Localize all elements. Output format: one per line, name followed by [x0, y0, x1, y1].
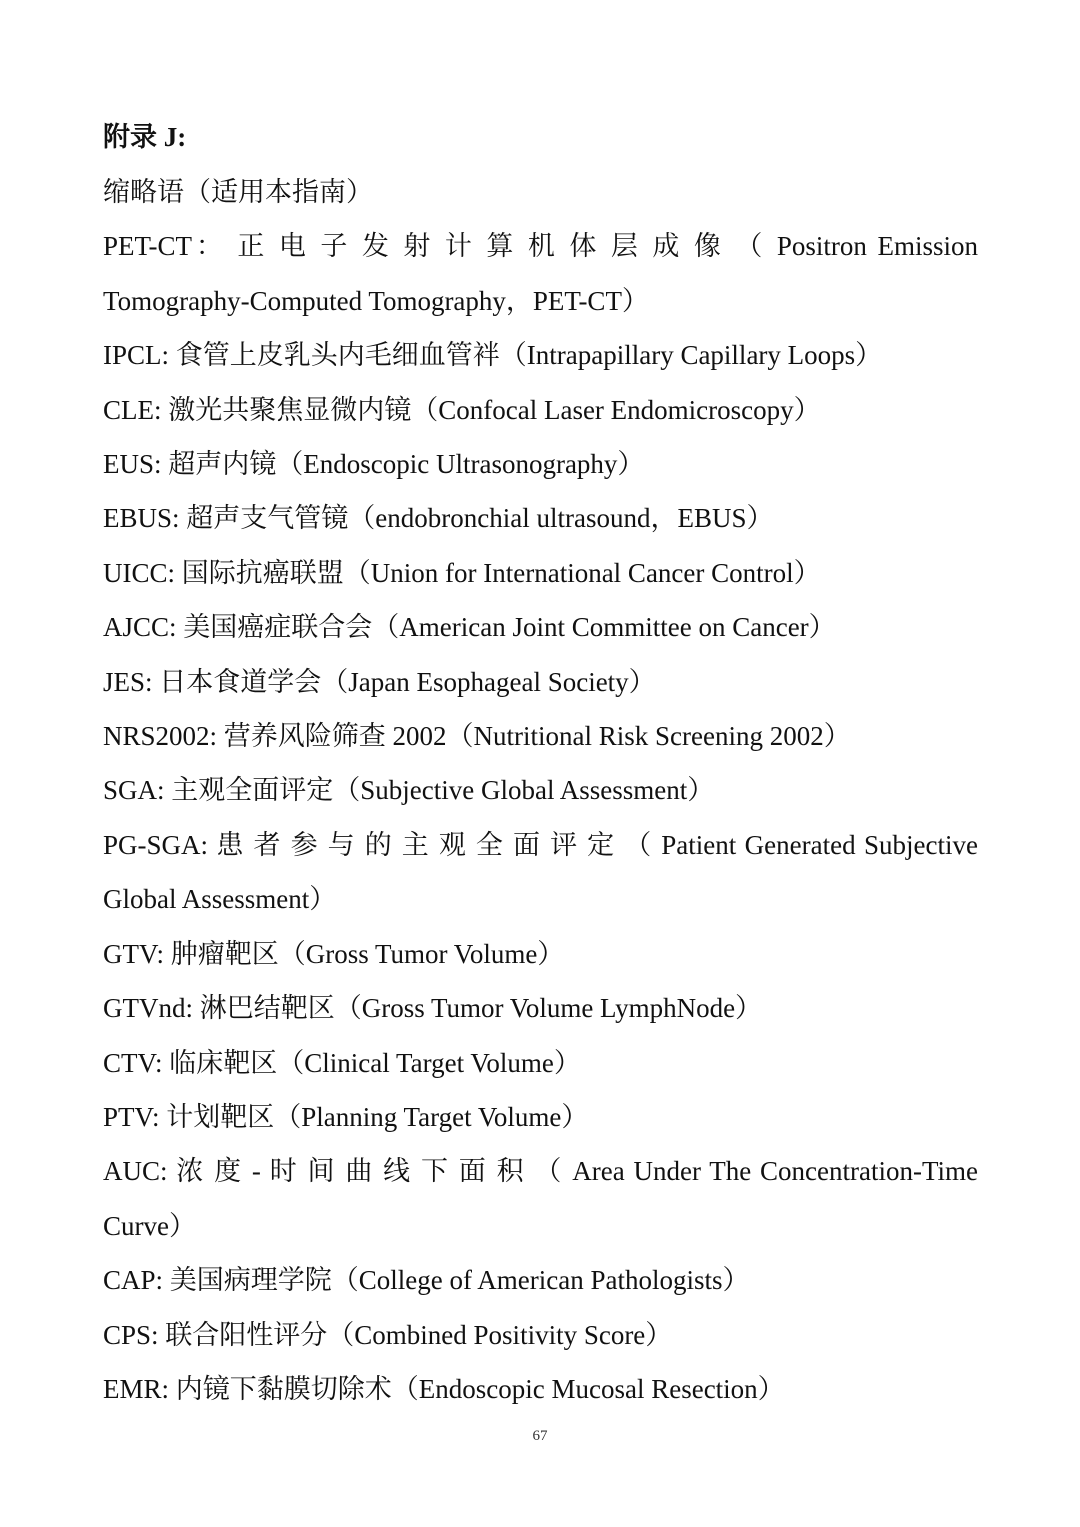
- appendix-heading: 附录 J:: [103, 122, 187, 152]
- abbreviation-entry-uicc: UICC: 国际抗癌联盟（Union for International Cancer Control）: [103, 557, 821, 588]
- abbreviation-entry-cle: CLE: 激光共聚焦显微内镜（Confocal Laser Endomicroscopy）: [103, 394, 821, 425]
- abbreviation-entry-gtv: GTV: 肿瘤靶区（Gross Tumor Volume）: [103, 938, 565, 969]
- abbreviation-entry-sga: SGA: 主观全面评定（Subjective Global Assessment）: [103, 775, 715, 806]
- abbreviations-intro: 缩略语（适用本指南）: [103, 177, 373, 207]
- abbreviation-entry-nrs2002: NRS2002: 营养风险筛查 2002（Nutritional Risk Screening 2002）: [103, 721, 851, 752]
- abbreviation-entry-auc: AUC: 浓 度 - 时 间 曲 线 下 面 积 （ Area Under The Concentration-Time: [103, 1156, 978, 1187]
- abbreviation-entry-pg-sga: PG-SGA: 患 者 参 与 的 主 观 全 面 评 定 （ Patient Generated Subjective: [103, 829, 978, 860]
- abbreviation-entry-ipcl: IPCL: 食管上皮乳头内毛细血管袢（Intrapapillary Capillary Loops）: [103, 340, 883, 371]
- abbreviation-entry-cap: CAP: 美国病理学院（College of American Pathologists）: [103, 1265, 750, 1296]
- abbreviation-entry-jes: JES: 日本食道学会（Japan Esophageal Society）: [103, 666, 656, 697]
- abbreviation-entry-ptv: PTV: 计划靶区（Planning Target Volume）: [103, 1101, 589, 1132]
- abbreviation-entry-pet-ct-continued: Tomography-Computed Tomography，PET-CT）: [103, 285, 649, 316]
- abbreviation-entry-cps: CPS: 联合阳性评分（Combined Positivity Score）: [103, 1319, 673, 1350]
- abbreviation-entry-emr: EMR: 内镜下黏膜切除术（Endoscopic Mucosal Resection）: [103, 1373, 785, 1404]
- document-body: [103, 113, 978, 1416]
- abbreviation-entry-auc-continued: Curve）: [103, 1210, 196, 1241]
- abbreviation-entry-ctv: CTV: 临床靶区（Clinical Target Volume）: [103, 1047, 581, 1078]
- abbreviation-entry-eus: EUS: 超声内镜（Endoscopic Ultrasonography）: [103, 449, 645, 480]
- page-number: 67: [532, 1428, 548, 1444]
- abbreviation-entry-ajcc: AJCC: 美国癌症联合会（American Joint Committee on Cancer）: [103, 612, 836, 643]
- abbreviation-entry-pg-sga-continued: Global Assessment）: [103, 884, 337, 915]
- abbreviation-entry-pet-ct: PET-CT： 正 电 子 发 射 计 算 机 体 层 成 像 （ Positron Emission: [103, 231, 978, 262]
- abbreviation-entry-gtvnd: GTVnd: 淋巴结靶区（Gross Tumor Volume LymphNode）: [103, 993, 763, 1024]
- abbreviation-entry-ebus: EBUS: 超声支气管镜（endobronchial ultrasound，EBUS）: [103, 503, 774, 534]
